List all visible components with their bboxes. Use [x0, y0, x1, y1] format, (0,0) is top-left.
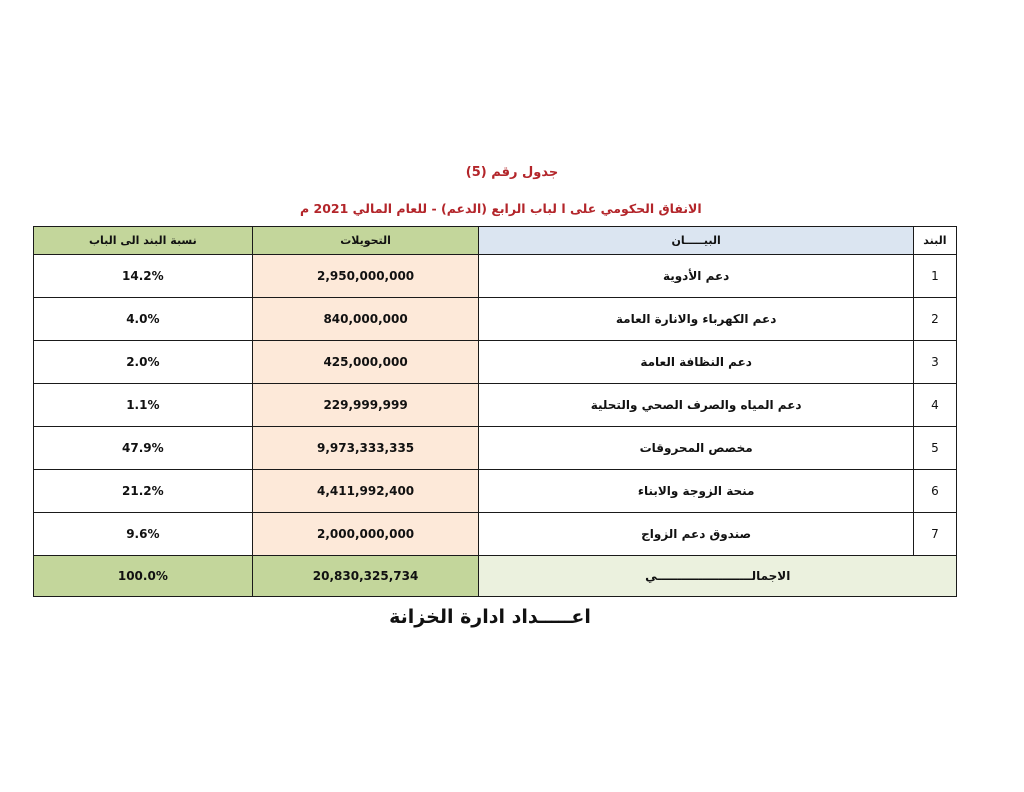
table-row	[34, 427, 957, 470]
table-row	[34, 470, 957, 513]
row-description: مخصص المحروقات	[479, 427, 913, 470]
total-amount: 20,830,325,734	[252, 556, 479, 597]
row-percent: 47.9%	[34, 427, 253, 470]
table-row	[34, 298, 957, 341]
row-item-number: 3	[913, 341, 956, 384]
row-item-number: 1	[913, 255, 956, 298]
row-percent: 1.1%	[34, 384, 253, 427]
table-title: الانفاق الحكومي على ا لباب الرابع (الدعم) - للعام المالي 2021 م	[300, 201, 702, 216]
header-percent: نسبة البند الى الباب	[34, 227, 253, 255]
row-amount: 2,000,000,000	[252, 513, 479, 556]
total-percent: 100.0%	[34, 556, 253, 597]
row-item-number: 6	[913, 470, 956, 513]
table-header-row	[34, 227, 957, 255]
row-description: دعم الأدوية	[479, 255, 913, 298]
table-row	[34, 513, 957, 556]
row-percent: 2.0%	[34, 341, 253, 384]
row-description: دعم النظافة العامة	[479, 341, 913, 384]
header-item: البند	[913, 227, 956, 255]
row-item-number: 4	[913, 384, 956, 427]
row-amount: 425,000,000	[252, 341, 479, 384]
row-amount: 840,000,000	[252, 298, 479, 341]
row-percent: 4.0%	[34, 298, 253, 341]
row-percent: 9.6%	[34, 513, 253, 556]
row-amount: 229,999,999	[252, 384, 479, 427]
row-item-number: 2	[913, 298, 956, 341]
total-label: الاجمالـــــــــــــــــــــــي	[479, 556, 957, 597]
row-description: صندوق دعم الزواج	[479, 513, 913, 556]
table-number-caption: جدول رقم (5)	[465, 165, 559, 180]
table-row	[34, 384, 957, 427]
row-amount: 2,950,000,000	[252, 255, 479, 298]
row-item-number: 7	[913, 513, 956, 556]
table-row	[34, 341, 957, 384]
total-row	[34, 556, 957, 597]
row-amount: 4,411,992,400	[252, 470, 479, 513]
row-amount: 9,973,333,335	[252, 427, 479, 470]
row-description: دعم الكهرباء والانارة العامة	[479, 298, 913, 341]
subsidy-table	[33, 226, 957, 597]
prepared-by-footer: اعـــــداد ادارة الخزانة	[389, 606, 591, 628]
row-percent: 21.2%	[34, 470, 253, 513]
row-description: منحة الزوجة والابناء	[479, 470, 913, 513]
row-percent: 14.2%	[34, 255, 253, 298]
header-description: البيـــــان	[479, 227, 913, 255]
header-amount: التحويلات	[252, 227, 479, 255]
table-row	[34, 255, 957, 298]
row-item-number: 5	[913, 427, 956, 470]
row-description: دعم المياه والصرف الصحي والتحلية	[479, 384, 913, 427]
